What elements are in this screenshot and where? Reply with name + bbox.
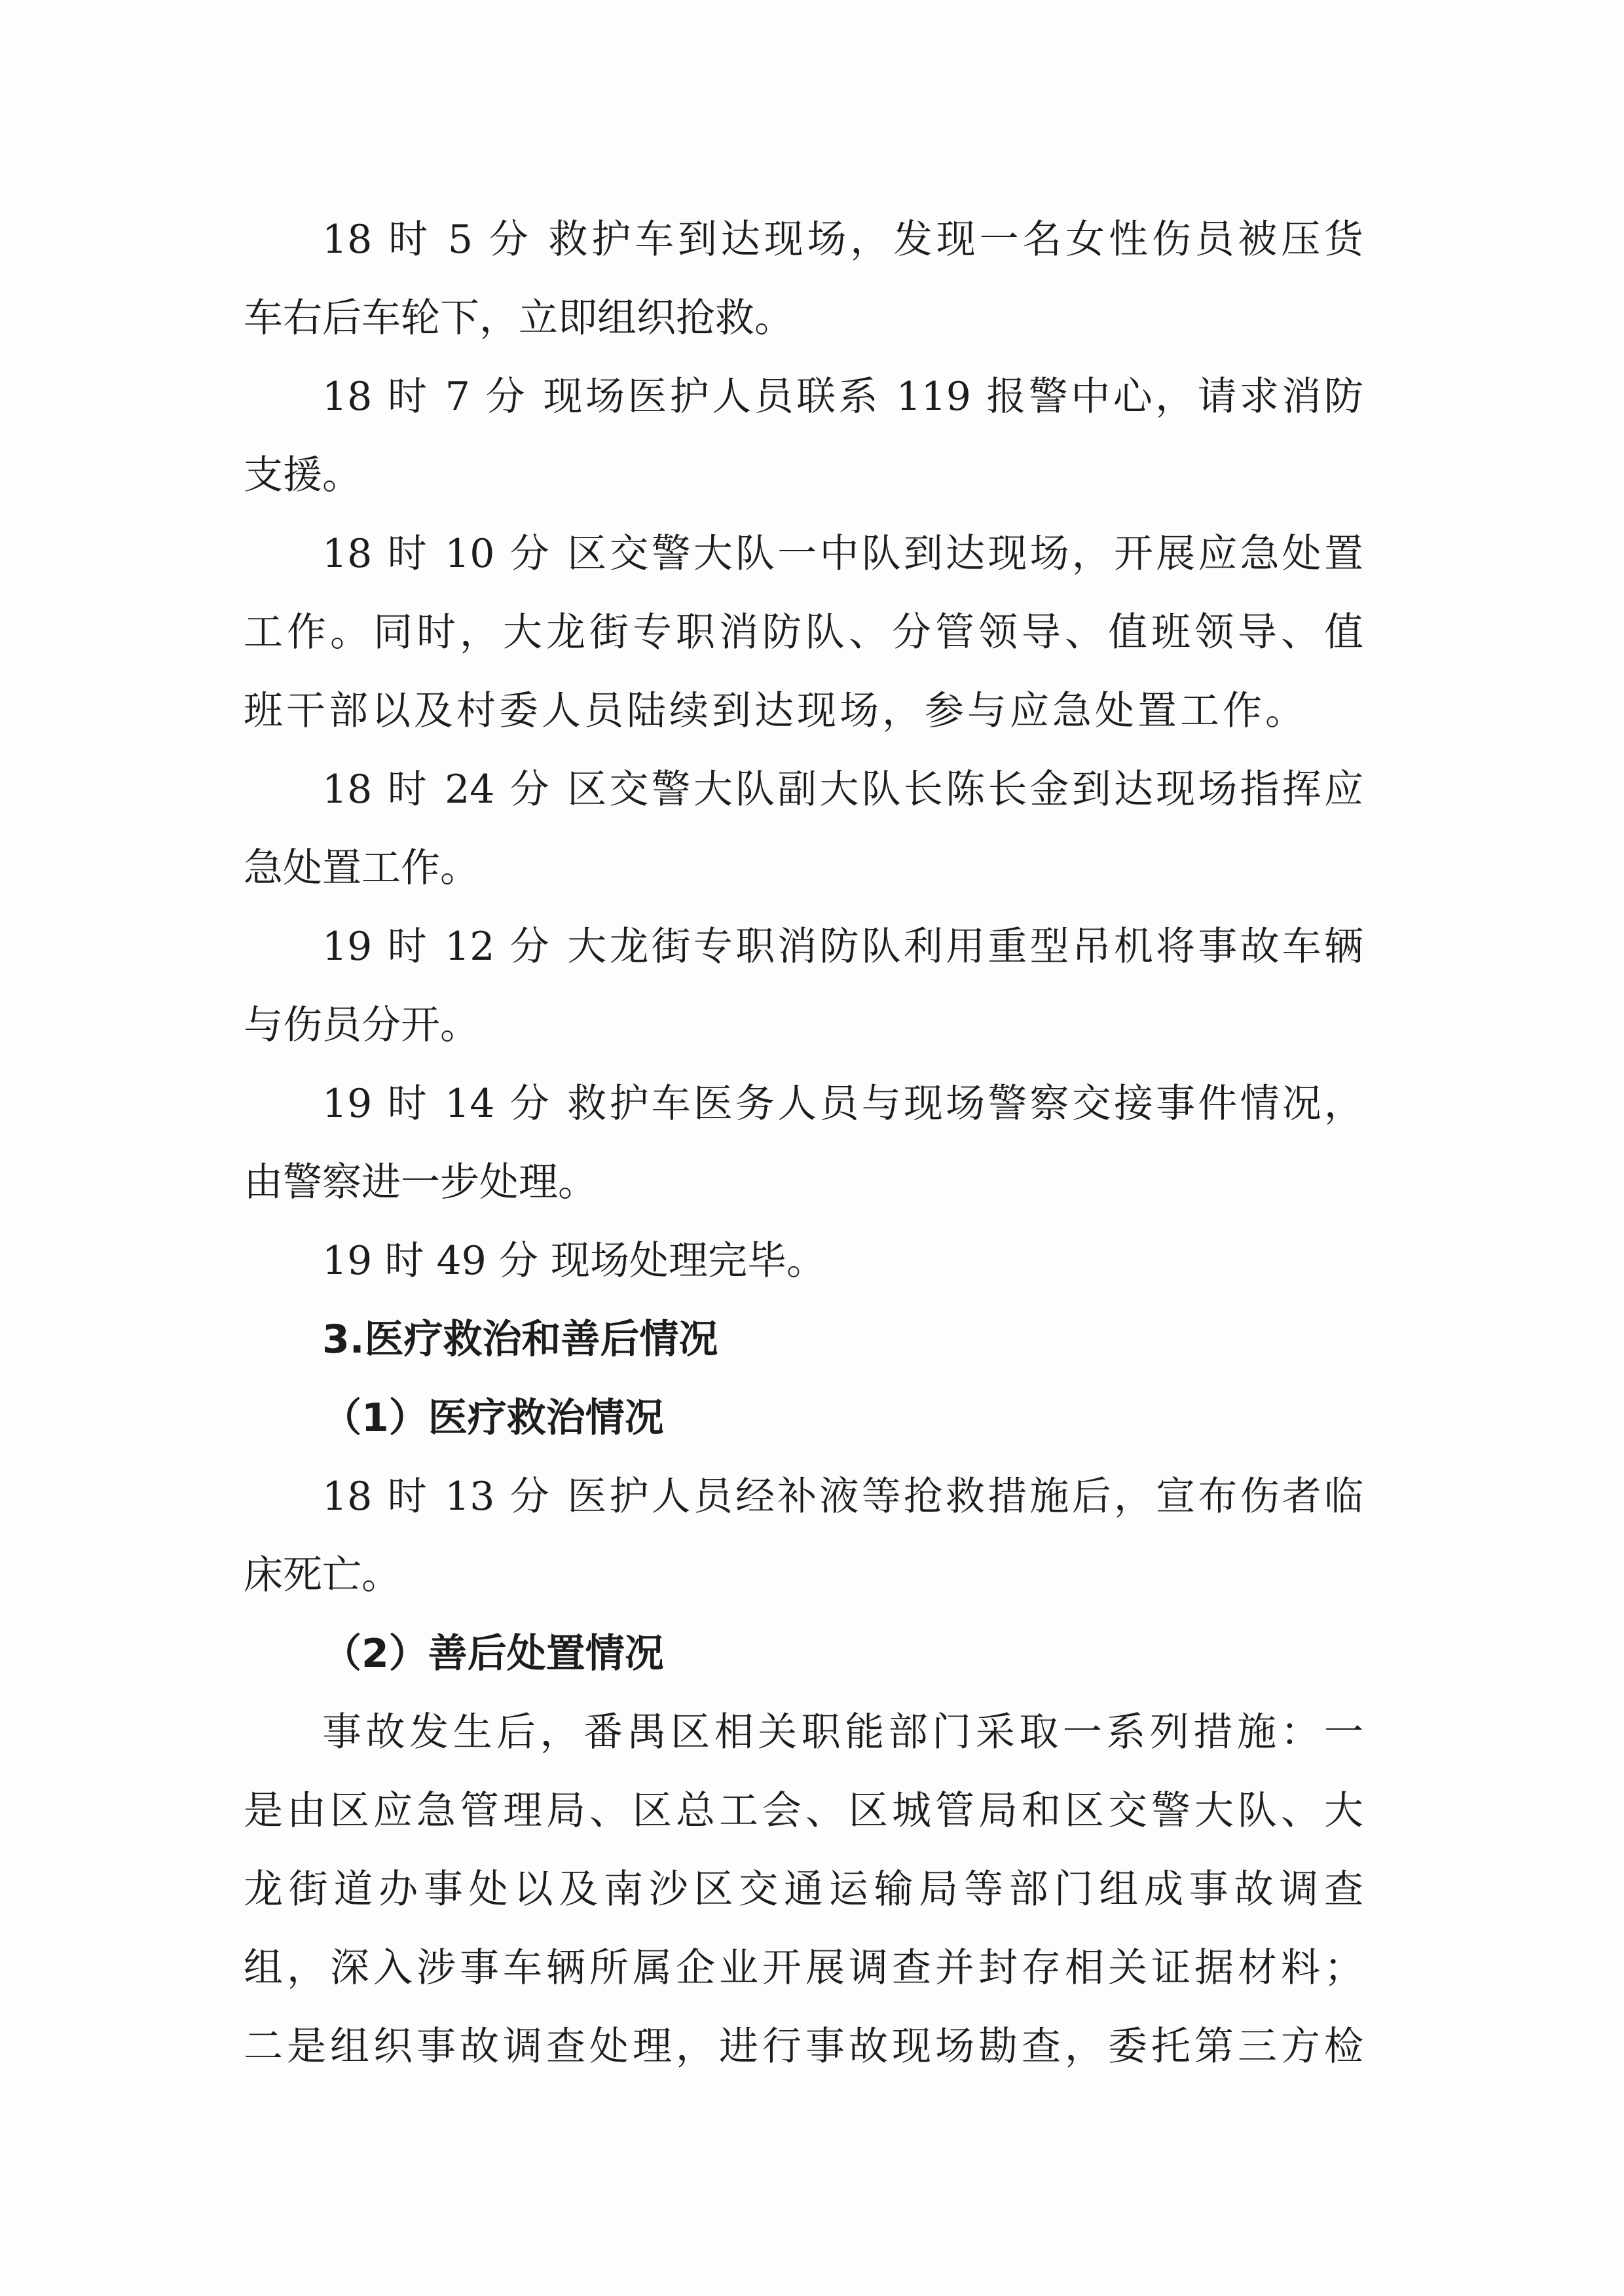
paragraph-line: 18 时 24 分 区交警大队副大队长陈长金到达现场指挥应 [322,767,1363,812]
paragraph-line: 龙街道办事处以及南沙区交通运输局等部门组成事故调查 [244,1867,1363,1912]
paragraph-line: 19 时 12 分 大龙街专职消防队利用重型吊机将事故车辆 [322,924,1363,970]
section-heading: 3.医疗救治和善后情况 [322,1317,718,1362]
subsection-heading: （1）医疗救治情况 [322,1395,664,1441]
paragraph-line: 由警察进一步处理。 [244,1159,597,1205]
subsection-heading: （2）善后处置情况 [322,1631,664,1677]
paragraph-line: 支援。 [244,452,361,498]
paragraph-line: 与伤员分开。 [244,1002,479,1048]
paragraph-line: 班干部以及村委人员陆续到达现场，参与应急处置工作。 [244,688,1304,734]
paragraph-line: 是由区应急管理局、区总工会、区城管局和区交警大队、大 [244,1788,1363,1834]
paragraph-line: 床死亡。 [244,1552,401,1598]
paragraph-line: 组，深入涉事车辆所属企业开展调查并封存相关证据材料； [244,1945,1363,1991]
paragraph-line: 车右后车轮下，立即组织抢救。 [244,295,794,341]
paragraph-line: 18 时 5 分 救护车到达现场，发现一名女性伤员被压货 [322,217,1363,263]
paragraph-line: 18 时 7 分 现场医护人员联系 119 报警中心，请求消防 [322,374,1363,420]
paragraph-line: 19 时 49 分 现场处理完毕。 [322,1238,826,1284]
paragraph-line: 事故发生后，番禺区相关职能部门采取一系列措施：一 [322,1709,1363,1755]
paragraph-line: 工作。同时，大龙街专职消防队、分管领导、值班领导、值 [244,610,1363,655]
paragraph-line: 急处置工作。 [244,845,479,891]
paragraph-line: 二是组织事故调查处理，进行事故现场勘查，委托第三方检 [244,2024,1363,2069]
paragraph-line: 18 时 10 分 区交警大队一中队到达现场，开展应急处置 [322,531,1363,577]
paragraph-line: 18 时 13 分 医护人员经补液等抢救措施后，宣布伤者临 [322,1474,1363,1520]
paragraph-line: 19 时 14 分 救护车医务人员与现场警察交接事件情况， [322,1081,1363,1127]
